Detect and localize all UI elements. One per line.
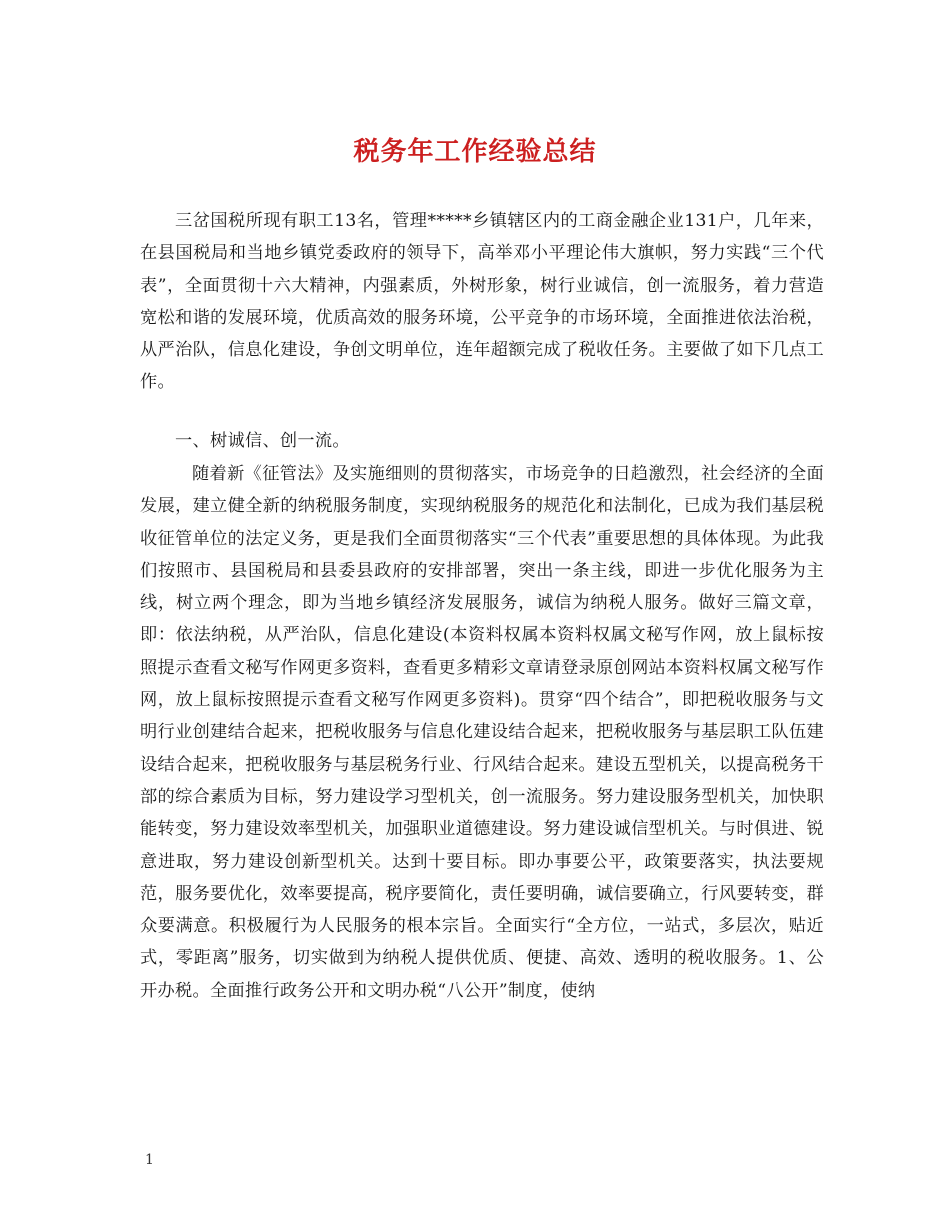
paragraph-text: 三岔国税所现有职工13名，管理*****乡镇辖区内的工商金融企业131户，几年来，在县国税局和当地乡镇党委政府的领导下，高举邓小平理论伟大旗帜，努力实践“三个代表”，全面贯彻十六大精神，内强素质，外树形象，树行业诚信，创一流服务，着力营造宽松和谐的发展环境，优质高效的服务环境，公平竞争的市场环境，全面推进依法治税，从严治队，信息化建设，争创文明单位，连年超额完成了税收任务。主要做了如下几点工作。 — [140, 211, 824, 393]
paragraph-section-one — [140, 458, 824, 1007]
page-number: 1 — [145, 1152, 154, 1168]
document-title: 税务年工作经验总结 — [353, 137, 597, 167]
paragraph-intro — [140, 205, 824, 399]
section-heading — [175, 425, 824, 457]
paragraph-text: 随着新《征管法》及实施细则的贯彻落实，市场竞争的日趋激烈，社会经济的全面发展，建立健全新的纳税服务制度，实现纳税服务的规范化和法制化，已成为我们基层税收征管单位的法定义务，更是我们全面贯彻落实“三个代表”重要思想的具体体现。为此我们按照市、县国税局和县委县政府的安排部署，突出一条主线，即进一步优化服务为主线，树立两个理念，即为当地乡镇经济发展服务，诚信为纳税人服务。做好三篇文章，即：依法纳税，从严治队，信息化建设(本资料权属本资料权属文秘写作网，放上鼠标按照提示查看文秘写作网更多资料，查看更多精彩文章请登录原创网站本资料权属文秘写作网，放上鼠标按照提示查看文秘写作网更多资料)。贯穿“四个结合”，即把税收服务与文明行业创建结合起来，把税收服务与信息化建设结合起来，把税收服务与基层职工队伍建设结合起来，把税收服务与基层税务行业、行风结合起来。建设五型机关，以提高税务干部的综合素质为目标，努力建设学习型机关，创一流服务。努力建设服务型机关，加快职能转变，努力建设效率型机关，加强职业道德建设。努力建设诚信型机关。与时俱进、锐意进取，努力建设创新型机关。达到十要目标。即办事要公平，政策要落实，执法要规范，服务要优化，效率要提高，税序要简化，责任要明确，诚信要确立，行风要转变，群众要满意。积极履行为人民服务的根本宗旨。全面实行“全方位，一站式，多层次，贴近式，零距离”服务，切实做到为纳税人提供优质、便捷、高效、透明的税收服务。1、公开办税。全面推行政务公开和文明办税“八公开”制度，使纳 — [140, 464, 824, 1001]
section-heading-text: 一、树诚信、创一流。 — [175, 431, 350, 451]
